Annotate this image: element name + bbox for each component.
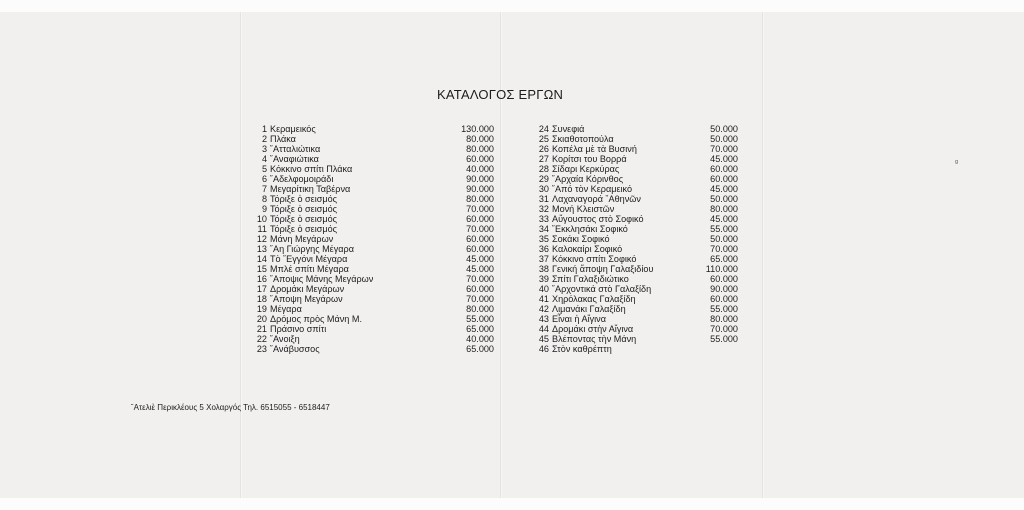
- catalog-entry: [245, 314, 494, 324]
- entry-title: ῎Αρχοντικά στὸ Γαλαξίδη: [552, 284, 652, 294]
- entry-number: 33: [538, 214, 549, 224]
- entry-title: Μέγαρα: [270, 304, 302, 314]
- entry-title: Δρόμος πρὸς Μάνη Μ.: [270, 314, 362, 324]
- entry-price: 60.000: [466, 284, 494, 294]
- entry-number: 32: [538, 204, 549, 214]
- entry-price: 80.000: [710, 314, 738, 324]
- catalog-entry: [527, 244, 742, 254]
- catalog-entry: [245, 284, 494, 294]
- entry-title: Σκιαθοτοπούλα: [552, 134, 614, 144]
- entry-number: 16: [256, 274, 267, 284]
- catalog-entry: [245, 194, 494, 204]
- catalog-entry: [245, 124, 494, 134]
- entry-number: 22: [256, 334, 267, 344]
- catalog-entry: [245, 344, 494, 354]
- entry-price: 55.000: [710, 304, 738, 314]
- entry-number: 38: [538, 264, 549, 274]
- entry-number: 18: [256, 294, 267, 304]
- entry-price: 70.000: [466, 204, 494, 214]
- entry-price: 80.000: [466, 194, 494, 204]
- entry-price: 60.000: [710, 294, 738, 304]
- fold-line: [762, 12, 764, 498]
- catalog-entry: [527, 264, 742, 274]
- entry-number: 1: [261, 124, 267, 134]
- catalog-entry: [527, 134, 742, 144]
- entry-price: 60.000: [466, 214, 494, 224]
- entry-price: 45.000: [710, 184, 738, 194]
- entry-number: 39: [538, 274, 549, 284]
- entry-title: Σπίτι Γαλαξιδιώτικο: [552, 274, 629, 284]
- catalog-entry: [527, 164, 742, 174]
- fold-line: [240, 12, 242, 498]
- entry-price: 65.000: [710, 254, 738, 264]
- entry-price: 65.000: [466, 344, 494, 354]
- entry-price: 60.000: [710, 174, 738, 184]
- top-margin: [0, 0, 1024, 12]
- catalog-entry: [527, 204, 742, 214]
- entry-price: 110.000: [705, 264, 738, 274]
- entry-title: ῎Ανάβυσσος: [270, 344, 320, 354]
- entry-number: 34: [538, 224, 549, 234]
- entry-title: Κοπέλα μὲ τὰ Βυσινή: [552, 144, 637, 154]
- entry-number: 21: [256, 324, 267, 334]
- entry-title: Δρομάκι στὴν Αἴγινα: [552, 324, 634, 334]
- catalog-entry: [527, 174, 742, 184]
- entry-price: 65.000: [466, 324, 494, 334]
- catalog-entry: [245, 154, 494, 164]
- catalog-entry: [527, 344, 742, 354]
- catalog-entry: [527, 294, 742, 304]
- entry-number: 26: [538, 144, 549, 154]
- entry-price: 40.000: [466, 334, 494, 344]
- entry-title: ῎Αη Γιώργης Μέγαρα: [270, 244, 354, 254]
- entry-number: 27: [538, 154, 549, 164]
- entry-number: 30: [538, 184, 549, 194]
- entry-title: Βλέποντας τὴν Μάνη: [552, 334, 637, 344]
- works-list-right: [527, 124, 742, 354]
- entry-title: Πράσινο σπίτι: [270, 324, 327, 334]
- entry-number: 44: [538, 324, 549, 334]
- entry-number: 14: [256, 254, 267, 264]
- entry-price: 80.000: [466, 134, 494, 144]
- catalog-entry: [245, 244, 494, 254]
- catalog-entry: [527, 334, 742, 344]
- entry-number: 24: [538, 124, 549, 134]
- catalog-entry: [245, 164, 494, 174]
- entry-price: 70.000: [710, 144, 738, 154]
- catalog-entry: [245, 144, 494, 154]
- entry-number: 37: [538, 254, 549, 264]
- entry-title: Τόριξε ὁ σεισμός: [270, 194, 338, 204]
- entry-number: 2: [261, 134, 267, 144]
- entry-title: Καλοκαίρι Σοφικό: [552, 244, 623, 254]
- catalog-entry: [527, 184, 742, 194]
- entry-number: 46: [538, 344, 549, 354]
- catalog-entry: [527, 144, 742, 154]
- entry-title: ῎Από τὸν Κεραμεικό: [552, 184, 633, 194]
- entry-number: 19: [256, 304, 267, 314]
- entry-number: 35: [538, 234, 549, 244]
- entry-number: 4: [261, 154, 267, 164]
- entry-price: 50.000: [710, 134, 738, 144]
- entry-number: 6: [261, 174, 267, 184]
- entry-price: 55.000: [710, 224, 738, 234]
- entry-price: 40.000: [466, 164, 494, 174]
- entry-title: Στὸν καθρέπτη: [552, 344, 612, 354]
- catalog-entry: [245, 174, 494, 184]
- entry-number: 11: [257, 224, 267, 234]
- entry-price: 50.000: [710, 234, 738, 244]
- entry-price: 80.000: [466, 304, 494, 314]
- entry-title: ῎Αποψις Μάνης Μεγάρων: [270, 274, 374, 284]
- catalog-entry: [527, 154, 742, 164]
- entry-title: Τόριξε ὁ σεισμός: [270, 224, 338, 234]
- entry-number: 45: [538, 334, 549, 344]
- center-fold-line: [500, 12, 502, 498]
- catalog-sheet: [0, 12, 1024, 498]
- entry-number: 13: [256, 244, 267, 254]
- entry-number: 17: [256, 284, 267, 294]
- studio-address: ῎Ατελιὲ Περικλέους 5 Χολαργός Τηλ. 6515055 - 6518447: [131, 403, 330, 412]
- entry-title: Λιμανάκι Γαλαξίδη: [552, 304, 626, 314]
- entry-number: 31: [538, 194, 549, 204]
- entry-title: Τόριξε ὁ σεισμός: [270, 204, 338, 214]
- entry-price: 60.000: [466, 234, 494, 244]
- entry-price: 90.000: [466, 184, 494, 194]
- entry-title: Λαχαναγορά ῎Αθηνῶν: [552, 194, 641, 204]
- catalog-entry: [527, 284, 742, 294]
- catalog-entry: [245, 324, 494, 334]
- catalog-entry: [245, 274, 494, 284]
- entry-title: Κορίτσι του Βορρά: [552, 154, 627, 164]
- entry-number: 15: [256, 264, 267, 274]
- entry-title: Τόριξε ὁ σεισμός: [270, 214, 338, 224]
- entry-number: 5: [261, 164, 267, 174]
- catalog-entry: [245, 214, 494, 224]
- entry-price: 45.000: [710, 154, 738, 164]
- entry-number: 29: [538, 174, 549, 184]
- catalog-entry: [245, 134, 494, 144]
- entry-number: 12: [256, 234, 267, 244]
- entry-title: Μάνη Μεγάρων: [270, 234, 334, 244]
- catalog-entry: [245, 234, 494, 244]
- entry-title: Τὸ ῎Εγγόνι Μέγαρα: [270, 254, 348, 264]
- entry-title: Σίδαρι Κερκύρας: [552, 164, 620, 174]
- catalog-entry: [527, 314, 742, 324]
- entry-number: 10: [256, 214, 267, 224]
- entry-price: 70.000: [466, 294, 494, 304]
- catalog-title: ΚΑΤΑΛΟΓΟΣ ΕΡΓΩΝ: [437, 87, 564, 102]
- entry-number: 41: [538, 294, 549, 304]
- entry-price: 45.000: [710, 214, 738, 224]
- entry-title: Κόκκινο σπίτι Πλάκα: [270, 164, 353, 174]
- entry-title: Πλάκα: [270, 134, 296, 144]
- entry-number: 20: [256, 314, 267, 324]
- entry-title: Κόκκινο σπίτι Σοφικό: [552, 254, 637, 264]
- entry-price: 90.000: [710, 284, 738, 294]
- catalog-entry: [245, 334, 494, 344]
- entry-price: 130.000: [461, 124, 494, 134]
- entry-price: 60.000: [710, 274, 738, 284]
- catalog-entry: [245, 224, 494, 234]
- entry-title: Κεραμεικός: [270, 124, 316, 134]
- entry-title: ῎Αδελφομοιράδι: [270, 174, 334, 184]
- entry-number: 23: [256, 344, 267, 354]
- entry-price: 80.000: [466, 144, 494, 154]
- entry-price: 55.000: [466, 314, 494, 324]
- entry-number: 3: [261, 144, 267, 154]
- entry-price: 70.000: [710, 244, 738, 254]
- entry-price: 70.000: [466, 274, 494, 284]
- entry-title: Δρομάκι Μεγάρων: [270, 284, 345, 294]
- bottom-margin: [0, 498, 1024, 510]
- entry-number: 9: [261, 204, 267, 214]
- catalog-entry: [527, 304, 742, 314]
- entry-title: Μπλέ σπίτι Μέγαρα: [270, 264, 349, 274]
- entry-title: Συνεφιά: [552, 124, 585, 134]
- stray-mark: ᶢ: [955, 158, 959, 167]
- entry-title: Αὔγουστος στὸ Σοφικό: [552, 214, 644, 224]
- entry-number: 43: [538, 314, 549, 324]
- catalog-entry: [245, 254, 494, 264]
- entry-price: 50.000: [710, 124, 738, 134]
- entry-price: 60.000: [466, 244, 494, 254]
- entry-price: 45.000: [466, 254, 494, 264]
- catalog-entry: [245, 204, 494, 214]
- entry-title: Χηρόλακας Γαλαξίδη: [552, 294, 636, 304]
- entry-title: ῎Αναφιώτικα: [270, 154, 319, 164]
- catalog-entry: [527, 274, 742, 284]
- catalog-entry: [527, 234, 742, 244]
- entry-title: Γενική ἄποψη Γαλαξιδίου: [552, 264, 654, 274]
- entry-number: 28: [538, 164, 549, 174]
- entry-title: Μονή Κλειστῶν: [552, 204, 615, 214]
- catalog-entry: [527, 224, 742, 234]
- entry-title: ῎Αρχαία Κόρινθος: [552, 174, 624, 184]
- catalog-entry: [245, 184, 494, 194]
- entry-price: 90.000: [466, 174, 494, 184]
- catalog-entry: [527, 324, 742, 334]
- catalog-entry: [527, 124, 742, 134]
- entry-title: Μεγαρίτικη Ταβέρνα: [270, 184, 351, 194]
- entry-title: ῎Αποψη Μεγάρων: [270, 294, 343, 304]
- entry-price: 70.000: [466, 224, 494, 234]
- entry-number: 25: [538, 134, 549, 144]
- catalog-entry: [245, 264, 494, 274]
- catalog-entry: [527, 214, 742, 224]
- entry-price: 70.000: [710, 324, 738, 334]
- entry-price: 45.000: [466, 264, 494, 274]
- catalog-entry: [245, 304, 494, 314]
- entry-number: 8: [261, 194, 267, 204]
- entry-title: ῎Ατταλιώτικα: [270, 144, 321, 154]
- entry-price: 55.000: [710, 334, 738, 344]
- entry-title: Σοκάκι Σοφικό: [552, 234, 610, 244]
- catalog-entry: [245, 294, 494, 304]
- entry-number: 36: [538, 244, 549, 254]
- entry-number: 42: [538, 304, 549, 314]
- catalog-entry: [527, 254, 742, 264]
- entry-number: 7: [261, 184, 267, 194]
- entry-price: 60.000: [710, 164, 738, 174]
- entry-price: 80.000: [710, 204, 738, 214]
- entry-price: 60.000: [466, 154, 494, 164]
- entry-title: Εἶναι ἡ Αἴγινα: [552, 314, 606, 324]
- entry-price: 50.000: [710, 194, 738, 204]
- entry-number: 40: [538, 284, 549, 294]
- entry-title: ῎Εκκλησάκι Σοφικό: [552, 224, 628, 234]
- works-list-left: [245, 124, 494, 354]
- entry-title: ῎Ανοιξη: [270, 334, 300, 344]
- catalog-entry: [527, 194, 742, 204]
